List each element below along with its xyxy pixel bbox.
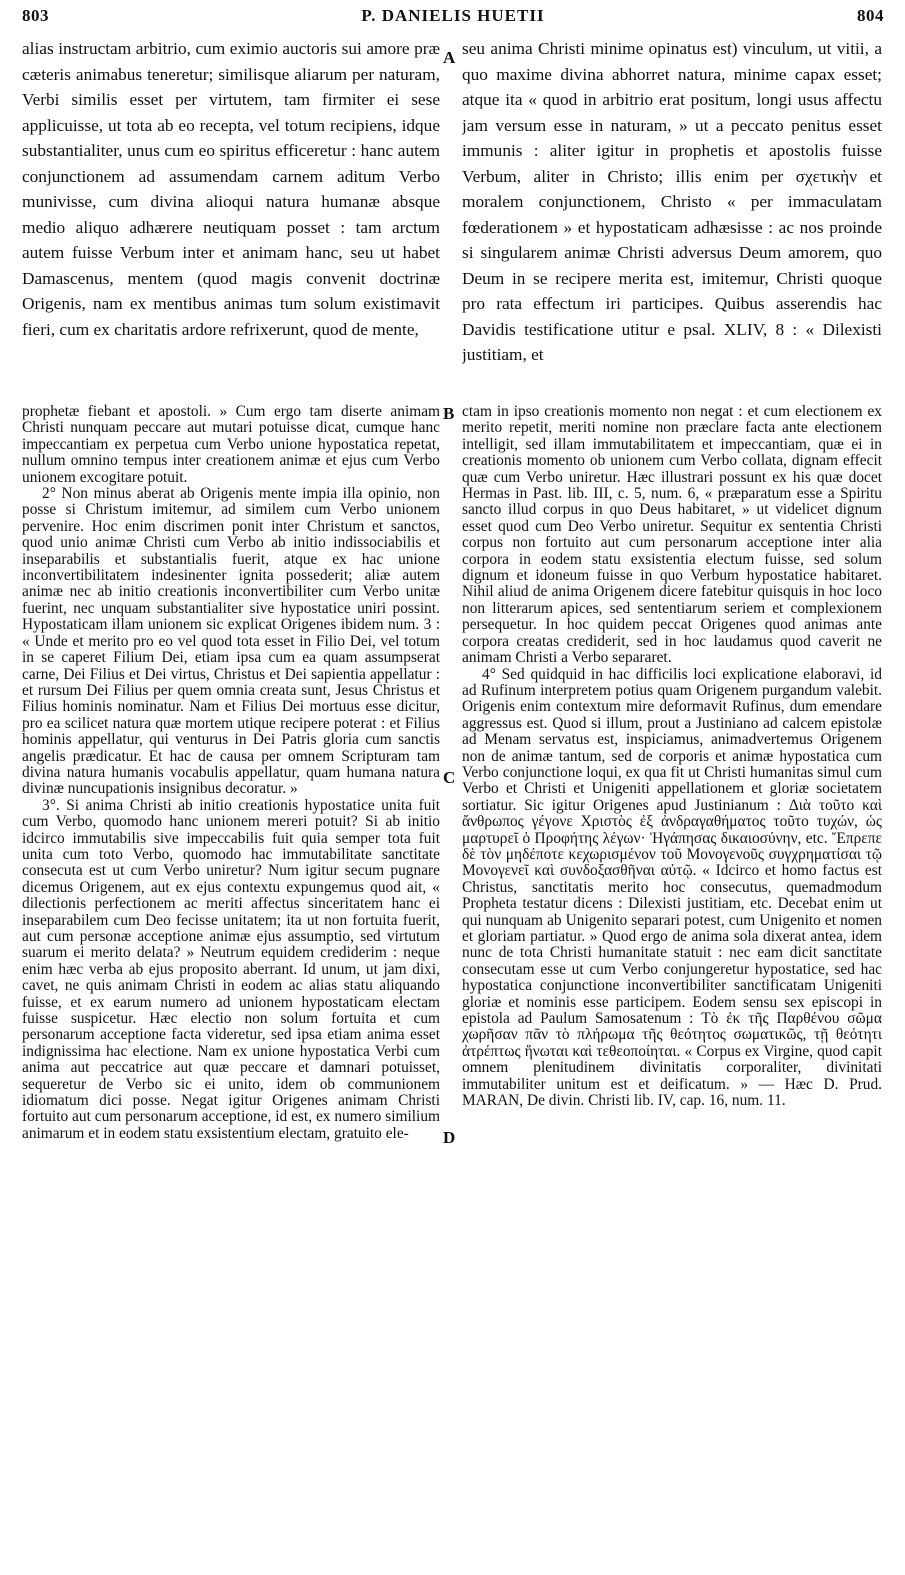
margin-marker-d: D xyxy=(443,1128,456,1147)
paragraph: 2° Non minus aberat ab Origenis mente impia illa opinio, non posse si Christum imitemur, ad similem cum Verbo unionem pervenire. Hoc enim discrimen ponit inter Christum et sanctos, quod unio animæ Christi cum Verbo ab initio indissociabilis et inseparabilis et substantialis fuerit, atque ex hac unione inconvertibilitatem indesinenter ignita possederit; aliæ autem animæ nec ab initio creationis inconvertibiliter cum Verbo unitæ fuerint, nec unquam substantialiter sive hypostatice uniri possint. Hypostaticam illam unionem sic explicat Origenes ibidem num. 3 : « Unde et merito pro eo vel quod tota esset in Filio Dei, vel totum in se caperet Filium Dei, etiam ipsa cum ea quam assumpserat carne, Dei Filius et Dei virtus, Christus et Dei sapientia appellatur : et rursum Dei Filius per quem omnia creata sunt, Jesus Christus et Filius hominis nominatur. Nam et Filius Dei mortuus esse dicitur, pro ea scilicet natura quæ mortem utique recipere poterat : et Filius hominis appellatur, qui venturus in Dei Patris gloria cum sanctis angelis prædicatur. Et hac de causa per omnem Scripturam tam divina natura humanis vocabulis appellatur, quam humana natura divinæ nuncupationis insignibus decoratur. » xyxy=(22,485,440,798)
section-divider xyxy=(22,393,884,394)
margin-marker-b: B xyxy=(443,404,455,423)
paragraph: ctam in ipso creationis momento non negat : et cum electionem ex merito repetit, meriti nomine non præclare facta ante electionem intelligit, sed illam immutabilitatem et impeccantiam, quæ ei in creationis momento ob unionem cum Verbo collata, dignam effecit quæ cum Verbo uniretur. Hæc illustrari possunt ex his quæ docet Hermas in Past. lib. III, c. 5, num. 6, « præparatum esse a Spiritu sancto illud corpus in quo Deus habitaret, » ut videlicet dignum esset quod cum Deo Verbo uniretur. Sequitur ex sententia Christi corpus non fortuito aut cum personarum acceptione inter alia corpora in eodem statu exsistentia electum fuisse, sed solum dignum et idoneum fuisse in quo Verbum hypostatice habitaret. Nihil aliud de anima Origenem dicere fatebitur quisquis in hoc loco non litterarum apices, sed sententiarum seriem et complexionem persequetur. In hoc quidem peccat Origenes quod animas ante corpora creatas crediderit, sed in hoc laudamus quod caverit ne animam Christi a Verbo separaret. xyxy=(462,404,882,667)
bottom-left-column xyxy=(22,404,440,1484)
bottom-right-column xyxy=(462,404,882,1484)
running-title: P. DANIELIS HUETII xyxy=(361,6,545,25)
paragraph: 3°. Si anima Christi ab initio creationis hypostatice unita fuit cum Verbo, quomodo hanc unionem mereri potuit? Si ab initio idcirco immutabilis sive impeccabilis fuit quia semper tota fuit unita cum toto Verbo, quomodo hac immutabilitate sanctitate consecuta est ut cum Verbo uniretur? Num igitur secum pugnare dicemus Origenem, aut ex ejus contextu expungemus quod ait, « dilectionis perfectionem ac meriti affectus sinceritatem hanc ei inseparabilem cum Deo fecisse unitatem; ita ut non fortuita fuerit, aut cum personæ acceptione animæ ejus assumptio, sed virtutum suarum ei merito delata? » Neutrum equidem crediderim : neque enim hæc verba ab ejus proposito aberrant. Id unum, ut jam dixi, cavet, ne quis animam Christi in eodem ac alias statu aliquando fuisse, et ex earum numero ad unionem hypostaticam electam fuisse suspicetur. Hæc electio non solum fortuita et cum personarum acceptione facta videretur, sed ipsa etiam anima esset indignissima hac electione. Nam ex unione hypostatica Verbi cum anima aut peccatrice aut quæ peccare et damnari potuisset, sequeretur de Verbo sic ei unito, idem ob communionem idiomatum dici posse. Negat igitur Origenes animam Christi fortuito aut cum personarum acceptione, id est, ex numero similium animarum et in eodem statu exsistentium electam, gratuito ele- xyxy=(22,796,440,1142)
page-number-left: 803 xyxy=(22,6,49,25)
paragraph: 4° Sed quidquid in hac difficilis loci explicatione elaboravi, id ad Rufinum interpretem potius quam Origenem purgandum valebit. Origenis enim contextum mire deformavit Rufinus, dum emendare aggressus est. Quod si illum, prout a Justiniano ad calcem epistolæ ad Menam servatus est, inspiciamus, animadvertemus Origenem non de animæ tantum, sed de corporis et animæ hypostatica cum Verbo conjunctione loqui, ex qua fit ut Christi humanitas simul cum Verbo et Christi et Unigeniti appellationem et gloriæ societatem sortiatur. Sic igitur Origenes apud Justinianum : Διὰ τοῦτο καὶ ἄνθρωπος γέγονε Χριστὸς ἐξ ἀνδραγαθήματος τοῦτο τυχών, ὡς μαρτυρεῖ ὁ Προφήτης λέγων· Ἠγάπησας δικαιοσύνην, etc. Ἔπρεπε δὲ τὸν μηδέποτε κεχωρισμένον τοῦ Μονογενοῦς συγχρηματίσαι τῷ Μονογενεῖ καὶ συνδοξασθῆναι αὐτῷ. « Idcirco et homo factus est Christus, sanctitatis merito hoc consecutus, quemadmodum Propheta testatur dicens : Dilexisti justitiam, etc. Decebat enim ut qui nunquam ab Unigenito separari potest, cum Unigenito et nomen et gloriam partiatur. » Quod ergo de anima sola dixerat antea, idem nunc de tota Christi humanitate statuit : nec eam dicit sanctitate consecutam esse ut cum Verbo conjungeretur hypostatice, sed hac hypostatica conjunctione inconvertibiliter sanctificatam Unigeniti gloriæ et nominis esse participem. Eodem sensu sex episcopi in epistola ad Paulum Samosatenum : Τὸ ἐκ τῆς Παρθένου σῶμα χωρῆσαν πᾶν τὸ πλήρωμα τῆς θεότητος σωματικῶς, τῇ θεότητι ἀτρέπτως ἥνωται καὶ τεθεοποίηται. « Corpus ex Virgine, quod capit omnem plenitudinem divinitatis corporaliter, divinitati immutabiliter unitum est et deificatum. » — Hæc D. Prud. MARAN, De divin. Christi lib. IV, cap. 16, num. 11. xyxy=(462,665,882,1110)
page-number-right: 804 xyxy=(857,6,884,25)
top-right-text: seu anima Christi minime opinatus est) vinculum, ut vitii, a quo maxime divina abhorret natura, minime capax esset; atque ita « quod in arbitrio erat positum, longi usus affectu jam versum esse in naturam, » ut a peccato penitus esset immunis : aliter igitur in prophetis et apostolis fuisse Verbum, aliter in Christo; illis enim per σχετικὴν et moralem conjunctionem, Christo « per immaculatam fœderationem » et hypostaticam adhæsisse : ac nos proinde si singularem animæ Christi adversus Deum amorem, quo Deum in se recipere merita est, imitemur, Christi quoque pro rata effectum iri participes. Quibus asserendis hac Davidis testificatione utitur e psal. XLIV, 8 : « Dilexisti justitiam, et xyxy=(462,39,882,364)
margin-marker-a: A xyxy=(443,48,456,67)
page-header xyxy=(22,6,884,32)
top-left-column xyxy=(22,36,440,388)
margin-marker-c: C xyxy=(443,768,456,787)
paragraph: prophetæ fiebant et apostoli. » Cum ergo tam diserte animam Christi nunquam peccare aut mutari potuisse dicat, cumque hanc impeccantiam ex perpetua cum Verbo unione hypostatica repetat, nullum omnino tempus inter creationem animæ et ejus cum Verbo unionem excogitare potuit. xyxy=(22,404,440,486)
top-right-column xyxy=(462,36,882,388)
top-left-text: alias instructam arbitrio, cum eximio auctoris sui amore præ cæteris animabus teneretur; similisque aliarum per naturam, Verbi similis esset per virtutem, tam firmiter ei sese applicuisse, ut tota ab eo recepta, vel totum recipiens, idque substantialiter, unus cum eo spiritus efficeretur : hanc autem conjunctionem ad assumendam carnem aditum Verbo munivisse, cum divina alioqui natura humanæ absque medio aliquo adhærere neutiquam posset : tam arctum autem fuisse Verbum inter et animam hanc, seu ut habet Damascenus, mentem (quod magis convenit doctrinæ Origenis, nam ex mentibus animas tum solum existimavit fieri, cum ex charitatis ardore refrixerunt, quod de mente, xyxy=(22,39,440,339)
